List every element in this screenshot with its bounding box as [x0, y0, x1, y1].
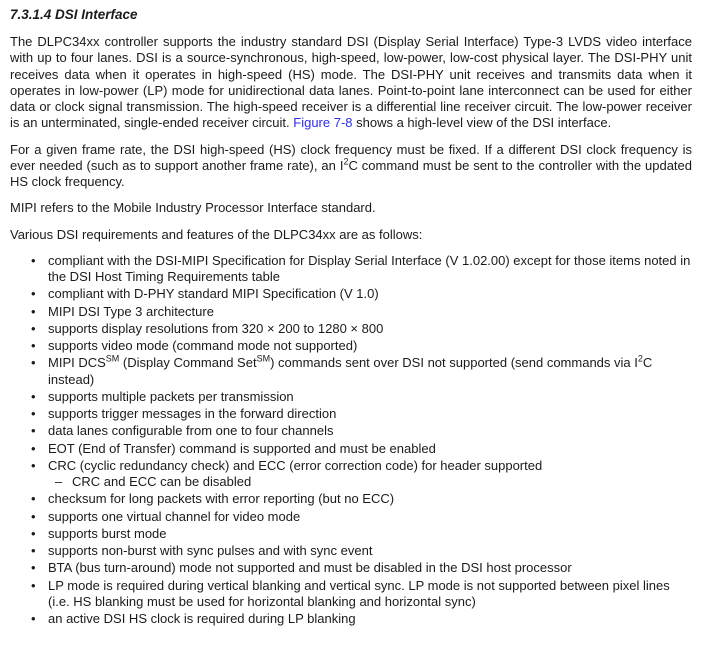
bullet-text-segment: supports non-burst with sync pulses and with sync event	[48, 543, 373, 558]
paragraph-features-intro: Various DSI requirements and features of the DLPC34xx are as follows:	[10, 226, 423, 242]
bullet-marker: •	[31, 560, 36, 576]
bullet-marker: •	[31, 320, 36, 336]
bullet-text	[48, 458, 542, 473]
bullet-item	[10, 611, 692, 627]
bullet-text	[48, 253, 690, 284]
bullet-text	[48, 338, 357, 353]
superscript-2: 2	[343, 156, 349, 167]
bullet-text	[48, 406, 336, 421]
bullet-item	[10, 526, 692, 542]
bullet-text	[48, 441, 436, 456]
bullet-marker: •	[31, 525, 36, 541]
bullet-text-segment: compliant with D-PHY standard MIPI Specification (V 1.0)	[48, 286, 379, 302]
bullet-text-segment: supports one virtual channel for video mode	[48, 508, 301, 524]
feature-list	[10, 253, 692, 628]
sub-bullet-dash: –	[55, 474, 63, 489]
bullet-marker: •	[31, 252, 36, 268]
clock-text: For a given frame rate, the DSI high-speed (HS) clock frequency must be fixed. If a different DSI clock frequency is ever needed (such as to support another frame rate), an I	[10, 141, 692, 173]
bullet-text-segment: LP mode is required during vertical blanking and vertical sync. LP mode is not supported between pixel lines (i.e. HS blanking must be used for horizontal blanking and horizontal sync)	[48, 577, 670, 609]
bullet-marker: •	[31, 388, 36, 404]
bullet-text	[48, 423, 333, 438]
bullet-item	[10, 389, 692, 405]
bullet-text-segment: data lanes configurable from one to four channels	[48, 423, 334, 439]
bullet-text-segment: CRC (cyclic redundancy check) and ECC (error correction code) for header supported	[48, 457, 543, 473]
paragraph-mipi-definition: MIPI refers to the Mobile Industry Processor Interface standard.	[10, 200, 376, 216]
bullet-text-segment: an active DSI HS clock is required during LP blanking	[48, 611, 356, 626]
bullet-item	[10, 338, 692, 354]
bullet-item	[10, 355, 692, 388]
bullet-text-segment: BTA (bus turn-around) mode not supported and must be disabled in the DSI host processor	[48, 560, 572, 576]
bullet-text	[48, 560, 572, 575]
bullet-text-segment: supports trigger messages in the forward direction	[48, 406, 337, 421]
bullet-text-segment: supports video mode (command mode not supported)	[48, 338, 358, 353]
bullet-text	[48, 509, 300, 524]
bullet-item	[10, 253, 692, 286]
bullet-text	[48, 286, 379, 301]
bullet-marker: •	[31, 491, 36, 507]
bullet-marker: •	[31, 286, 36, 302]
bullet-item	[10, 406, 692, 422]
bullet-text-segment: EOT (End of Transfer) command is supported and must be enabled	[48, 440, 436, 456]
bullet-text-segment: supports burst mode	[48, 525, 167, 541]
bullet-item	[10, 321, 692, 337]
bullet-text-segment: MIPI DSI Type 3 architecture	[48, 303, 214, 319]
bullet-item	[10, 458, 692, 491]
superscript: SM	[105, 353, 120, 364]
bullet-text-segment: compliant with the DSI-MIPI Specification for Display Serial Interface (V 1.02.00) except for those items noted in the DSI Host Timing Requirements table	[48, 252, 691, 284]
bullet-marker: •	[31, 423, 36, 439]
bullet-text	[48, 355, 652, 386]
bullet-item	[10, 441, 692, 457]
intro-text: The DLPC34xx controller supports the industry standard DSI (Display Serial Interface) Type-3 LVDS video interface with up to four lanes. DSI is a source-synchronous, high-speed, low-power, low-cost physical layer. The DSI-PHY unit receives data when it operates in high-speed (HS) mode. The DSI-PHY unit receives and transmits data when it operates in low-power (LP) mode for unidirectional data lanes. Point-to-point lane interconnect can be used for either data or clock signal transmission. The high-speed receiver is a differential line receiver circuit. The low-power receiver is an unterminated, single-ended receiver circuit.	[10, 34, 692, 131]
bullet-marker: •	[31, 543, 36, 558]
bullet-text-segment: supports multiple packets per transmission	[48, 388, 294, 404]
paragraph-clock-frequency	[10, 142, 692, 191]
bullet-marker: •	[31, 355, 36, 371]
bullet-marker: •	[31, 440, 36, 456]
bullet-item	[10, 560, 692, 576]
bullet-text-segment: (Display Command Set	[119, 355, 257, 371]
clock-text-after-sup: C command must be sent to the controller with the updated HS clock frequency.	[10, 157, 692, 189]
bullet-item	[10, 423, 692, 439]
bullet-marker: •	[31, 406, 36, 421]
superscript: SM	[256, 353, 271, 364]
bullet-text-segment: MIPI DCS	[48, 355, 106, 371]
bullet-text-segment: supports display resolutions from 320 × 200 to 1280 × 800	[48, 320, 384, 336]
bullet-marker: •	[31, 457, 36, 473]
sub-bullet-text: CRC and ECC can be disabled	[72, 474, 252, 489]
bullet-marker: •	[31, 577, 36, 593]
sub-bullet-item	[48, 474, 692, 490]
bullet-item	[10, 509, 692, 525]
bullet-text	[48, 491, 394, 506]
bullet-marker: •	[31, 508, 36, 524]
superscript: 2	[637, 353, 643, 364]
bullet-text-segment: ) commands sent over DSI not supported (send commands via I	[270, 355, 638, 371]
paragraph-intro	[10, 34, 692, 132]
bullet-item	[10, 543, 692, 559]
bullet-marker: •	[31, 611, 36, 626]
bullet-item	[10, 286, 692, 302]
bullet-text	[48, 321, 383, 336]
bullet-text	[48, 611, 356, 626]
section-heading: 7.3.1.4 DSI Interface	[10, 7, 138, 22]
bullet-marker: •	[31, 303, 36, 319]
bullet-text	[48, 304, 214, 319]
bullet-marker: •	[31, 338, 36, 353]
bullet-text-segment: C instead)	[48, 355, 653, 387]
bullet-text	[48, 389, 294, 404]
bullet-item	[10, 491, 692, 507]
bullet-text	[48, 578, 670, 609]
bullet-text-segment: checksum for long packets with error reporting (but no ECC)	[48, 491, 395, 507]
bullet-text	[48, 526, 167, 541]
bullet-item	[10, 304, 692, 320]
bullet-text	[48, 543, 372, 558]
intro-text-after-link: shows a high-level view of the DSI interface.	[352, 115, 612, 131]
figure-7-8-link[interactable]: Figure 7-8	[293, 115, 353, 131]
bullet-item	[10, 578, 692, 611]
